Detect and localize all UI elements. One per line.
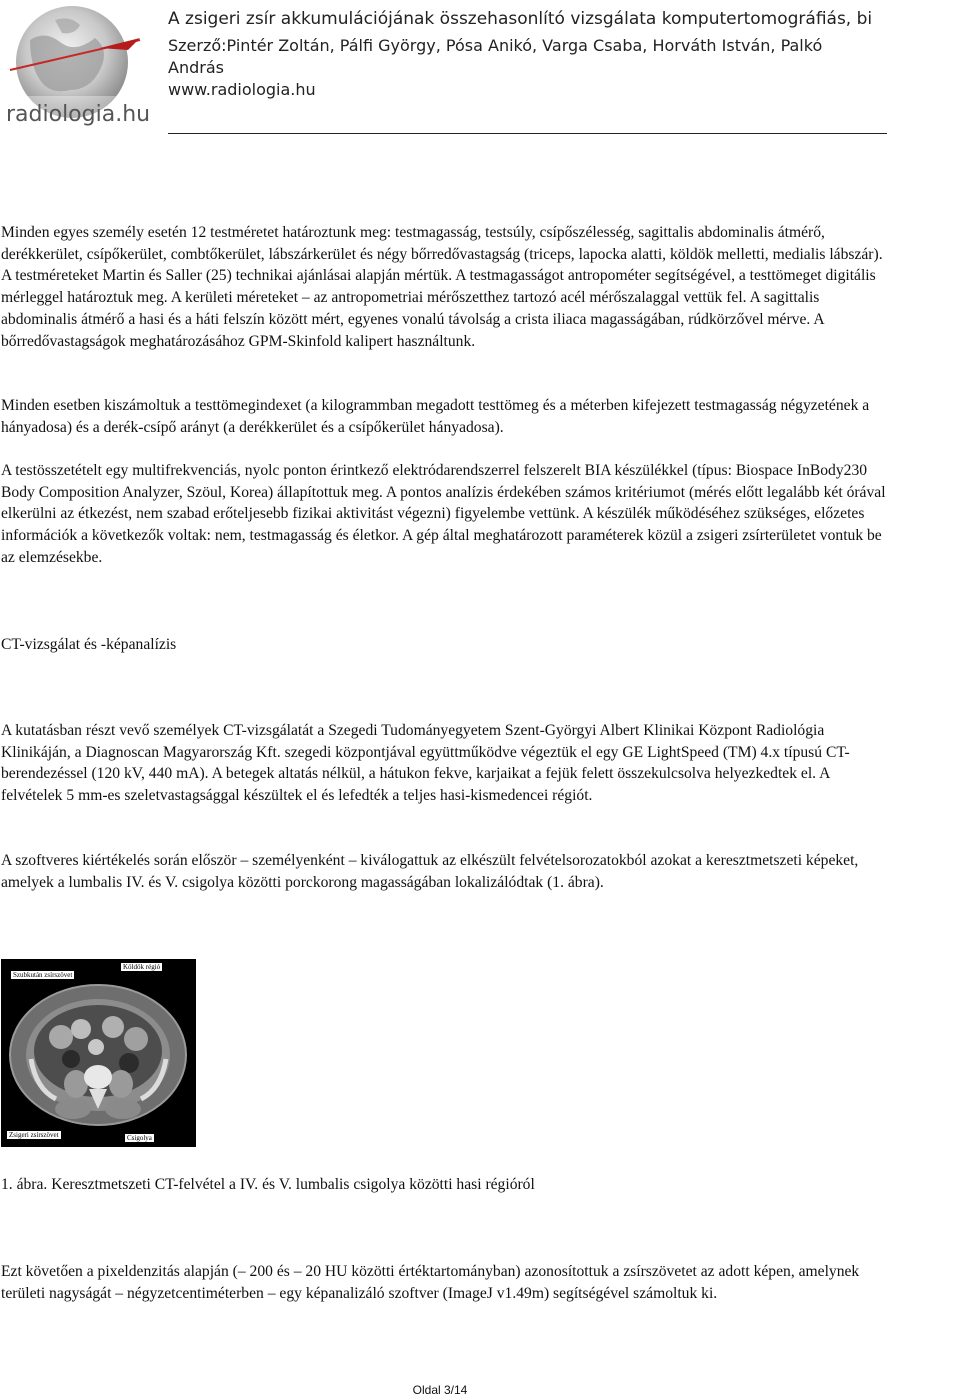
label-vertebra: Csigolya: [127, 1134, 152, 1142]
paragraph-pixel-density: Ezt követően a pixeldenzitás alapján (– 200 és – 20 HU közötti értéktartományban) azonosítottuk a zsírszövetet az adott képen, amelynek területi nagyságát – négyzetcentiméterben – egy képanalizáló szoftver (ImageJ v1.49m) segítségével számoltuk ki.: [1, 1263, 860, 1302]
ct-scan-image: [1, 959, 196, 1147]
section-heading-ct: CT-vizsgálat és -képanalízis: [1, 636, 177, 653]
globe-icon: [0, 0, 150, 132]
authors: Szerző:Pintér Zoltán, Pálfi György, Pósa Anikó, Varga Csaba, Horváth István, Palkó András: [168, 36, 823, 77]
paragraph-evaluation: A szoftveres kiértékelés során először – személyenként – kiválogattuk az elkészült felvételsorozatokból azokat a keresztmetszeti képeket, amelyek a lumbalis IV. és V. csigolya közötti porckorong magasságában lokalizálódtak (1. ábra).: [1, 852, 859, 891]
paragraph-measurements: Minden egyes személy esetén 12 testméretet határoztunk meg: testmagasság, testsúly, csípőszélesség, sagittalis abdominalis átmérő, derékkerület, csípőkerület, combtőkerület, lábszárkerület és négy bőrredővastagság (triceps, lapocka alatti, köldök melletti, medialis lábszár). A testméreteket Martin és Saller (25) technikai ajánlásai alapján mértük. A testmagasságot antropométer segítségével, a testtömeget digitális mérleggel határoztuk meg. A kerületi méreteket – az antropometriai mérőszetthez tartozó acél mérőszalaggal vettük fel. A sagittalis abdominalis átmérő a hasi és a háti felszín között mért, egyenes vonalú távolság a crista iliaca magasságában, rúdkörzővel mérve. A bőrredővastagságok meghatározásához GPM-Skinfold kalipert használtunk.: [1, 224, 883, 350]
label-umbilical-region: Köldök régió: [123, 963, 161, 971]
paragraph-ct-exam: A kutatásban részt vevő személyek CT-vizsgálatát a Szegedi Tudományegyetem Szent-Györgyi Albert Klinikai Központ Radiológia Klinikáján, a Diagnoscan Magyarország Kft. szegedi központjával együttműködve végeztük el egy GE LightSpeed (TM) 4.x típusú CT-berendezéssel (120 kV, 440 mA). A betegek altatás nélkül, a hátukon fekve, karjaikat a fejük felett összekulcsolva helyezkedtek el. A felvételek 5 mm-es szeletvastagsággal készültek el és lefedték a teljes hasi-kismedencei régiót.: [1, 722, 850, 805]
radiologia-logo[interactable]: [0, 0, 150, 132]
ct-scan-figure: [1, 959, 196, 1147]
header-divider: [168, 133, 887, 134]
label-subcutaneous-fat: Szubkután zsírszövet: [13, 971, 73, 979]
figure-caption: 1. ábra. Keresztmetszeti CT-felvétel a IV. és V. lumbalis csigolya közötti hasi régióról: [1, 1176, 535, 1193]
logo-text: radiologia.hu: [6, 102, 150, 127]
label-visceral-fat: Zsigeri zsírszövet: [9, 1131, 59, 1139]
document-title: A zsigeri zsír akkumulációjának összehasonlító vizsgálata komputertomográfiás, bi: [168, 9, 873, 29]
page-number: Oldal 3/14: [412, 1383, 468, 1397]
paragraph-bia: A testösszetételt egy multifrekvenciás, nyolc ponton érintkező elektródarendszerrel felszerelt BIA készülékkel (típus: Biospace InBody230 Body Composition Analyzer, Szöul, Korea) állapítottuk meg. A pontos analízis érdekében számos kritériumot (mérés előtt legalább két órával elkerülni az étkezést, nem szabad erőteljesebb fizikai aktivitást végezni) figyelembe vettünk. A készülék működéséhez szükséges, előzetes információk a következők voltak: nem, testmagasság és életkor. A gép által meghatározott paraméterek közül a zsigeri zsírterületet vontuk be az elemzésekbe.: [1, 462, 886, 566]
site-url-link[interactable]: www.radiologia.hu: [168, 80, 316, 99]
paragraph-bmi: Minden esetben kiszámoltuk a testtömegindexet (a kilogrammban megadott testtömeg és a méterben kifejezett testmagasság négyzetének a hányadosa) és a derék-csípő arányt (a derékkerület és a csípőkerület hányadosa).: [1, 397, 870, 436]
